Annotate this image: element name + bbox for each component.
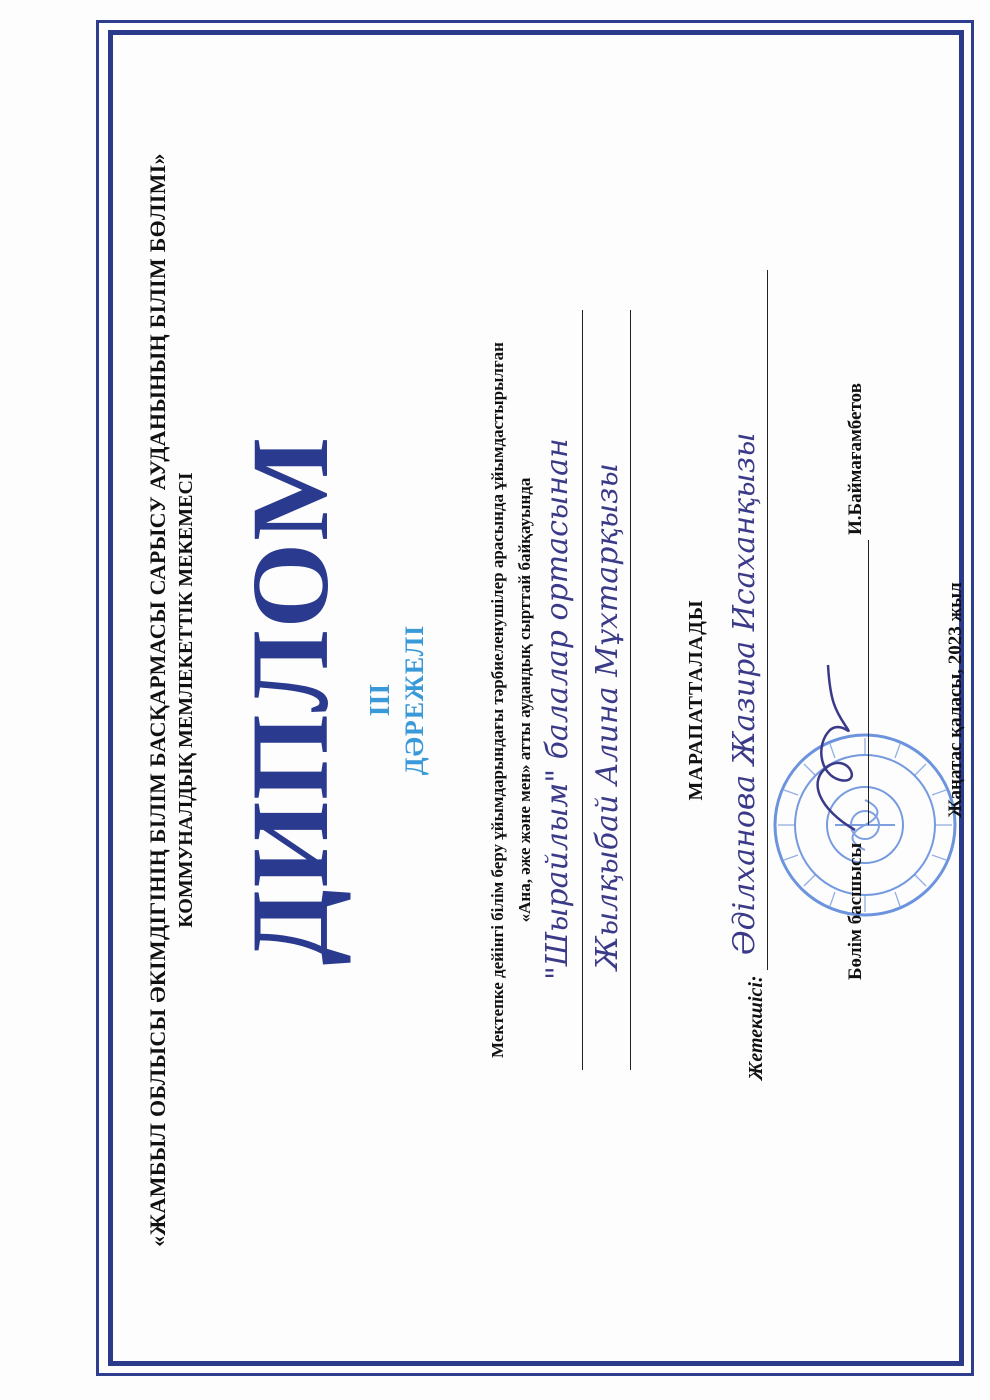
signature-line xyxy=(868,540,869,825)
handwritten-signature xyxy=(800,660,870,840)
degree-label: ДӘРЕЖЕЛІ xyxy=(400,624,429,776)
recipient-organization-handwritten: "Шырайлым" балалар ортасынан xyxy=(540,438,575,980)
contest-description: Мектепке дейінгі білім беру ұйымдарындағы тәрбиеленушілер арасында ұйымдастырылған xyxy=(488,342,507,1058)
awarded-label: МАРАПАТТАЛАДЫ xyxy=(685,599,707,801)
contest-name: «Ана, әже және мен» атты аудандық сырттай байқауында xyxy=(515,477,534,923)
signature-name: И.Баймағамбетов xyxy=(845,383,866,535)
place-and-year: Жаңатас қаласы, 2023 жыл xyxy=(945,582,966,818)
recipient-line-2 xyxy=(630,310,631,1070)
header-institution-type: КОММУНАЛДЫҚ МЕМЛЕКЕТТІК МЕКЕМЕСІ xyxy=(175,472,197,928)
recipient-line-1 xyxy=(582,310,583,1070)
header-organization: «ЖАМБЫЛ ОБЛЫСЫ ӘКІМДІГІНІҢ БІЛІМ БАСҚАРМАСЫ САРЫСУ АУДАНЫНЫҢ БІЛІМ БӨЛІМІ» xyxy=(145,153,170,1247)
leader-label: Жетекшісі: xyxy=(745,975,767,1080)
leader-name-handwritten: Әділханова Жазира Исаханқызы xyxy=(727,432,762,955)
recipient-name-handwritten: Жылқыбай Алина Мұхтарқызы xyxy=(590,463,625,970)
leader-line xyxy=(767,270,768,970)
certificate-title: ДИПЛОМ xyxy=(229,434,351,966)
degree-number: III xyxy=(365,683,396,717)
signature-title: Бөлім басшысы xyxy=(845,842,866,980)
